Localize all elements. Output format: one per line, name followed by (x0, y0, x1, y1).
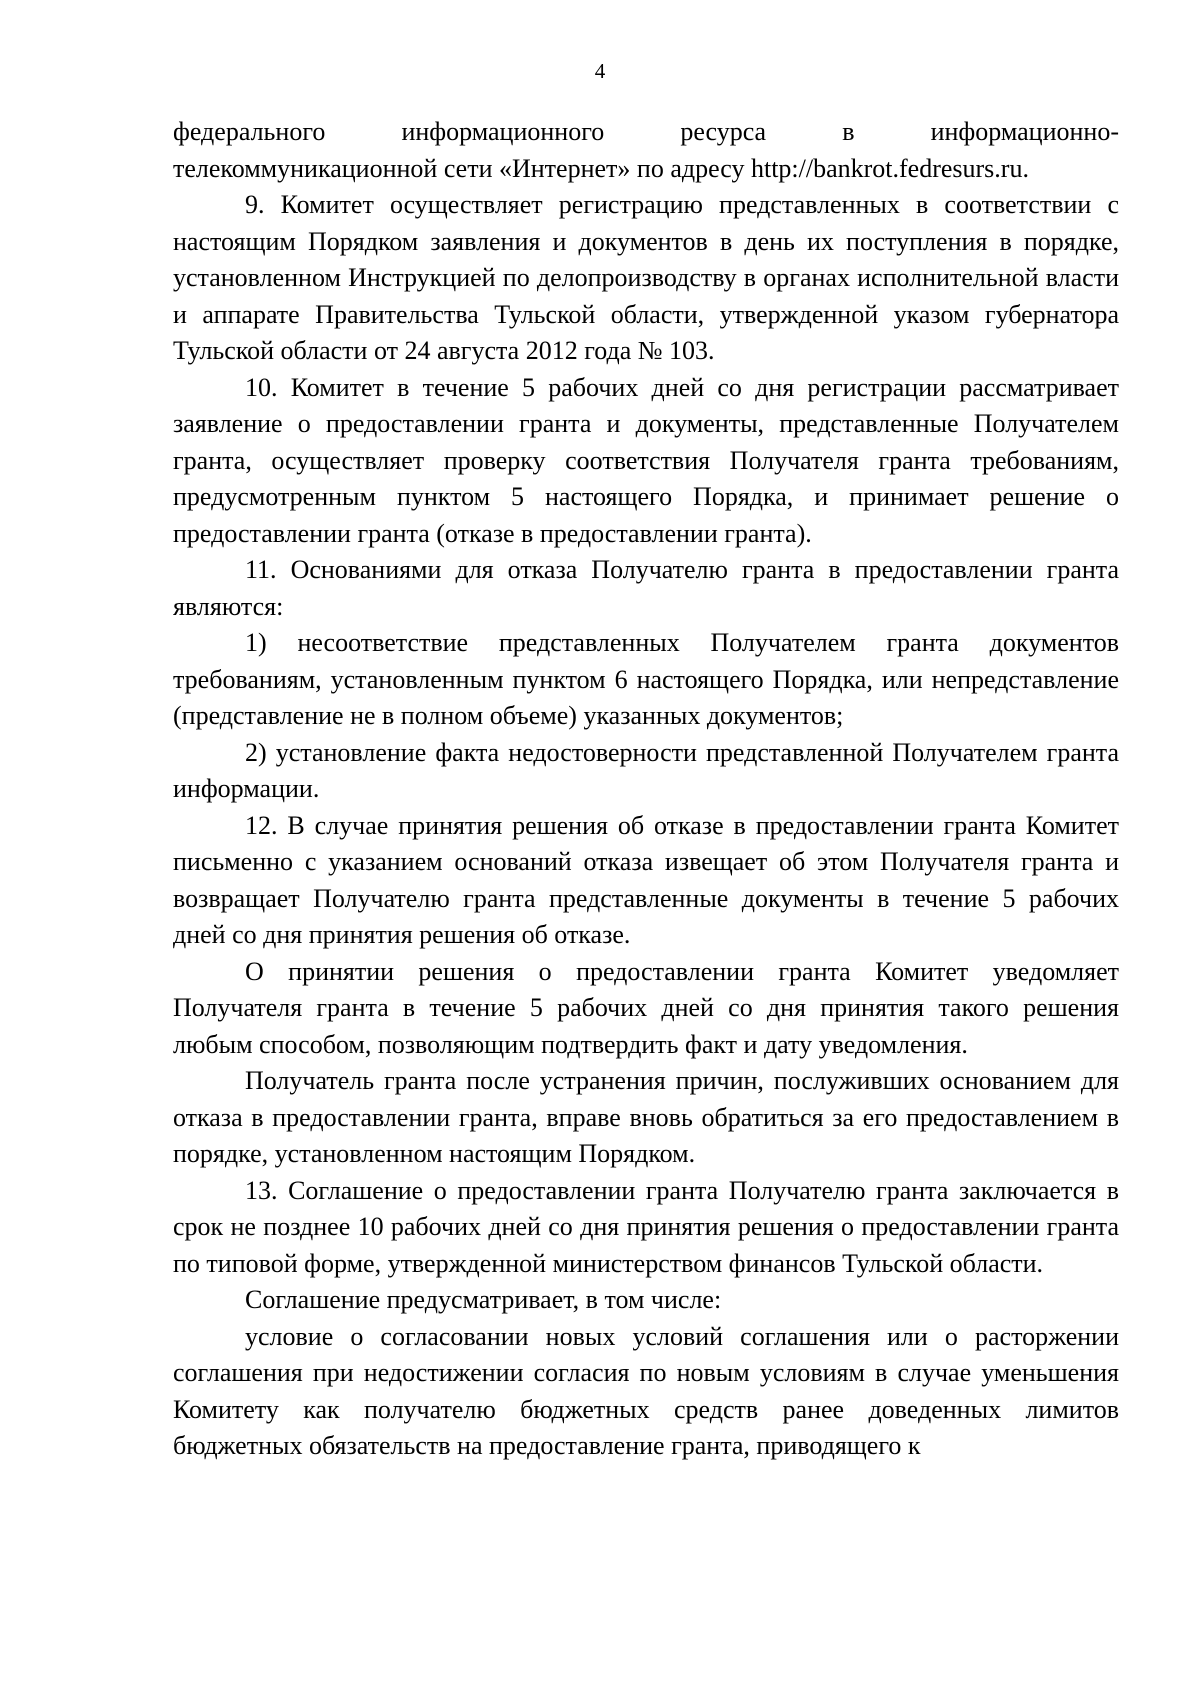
paragraph-11-item-1: 1) несоответствие представленных Получателем гранта документов требованиям, установленным пунктом 6 настоящего Порядка, или непредставление (представление не в полном объеме) указанных документов; (173, 628, 1119, 730)
paragraph-continuation-text: телекоммуникационной сети «Интернет» по адресу http://bankrot.fedresurs.ru. (173, 153, 1029, 183)
paragraph-12: 12. В случае принятия решения об отказе в предоставлении гранта Комитет письменно с указанием оснований отказа извещает об этом Получателя гранта и возвращает Получателю гранта представленные документы в течение 5 рабочих дней со дня принятия решения об отказе. (173, 810, 1119, 949)
paragraph-13-agreement-includes: Соглашение предусматривает, в том числе: (245, 1285, 722, 1314)
paragraph-continuation (173, 114, 1119, 187)
paragraph-12-notification: О принятии решения о предоставлении гранта Комитет уведомляет Получателя гранта в течение 5 рабочих дней со дня принятия такого решения любым способом, позволяющим подтвердить факт и дату уведомления. (173, 956, 1119, 1059)
paragraph-continuation-first-line: федерального информационного ресурса в информационно- (173, 117, 1119, 146)
paragraph-11: 11. Основаниями для отказа Получателю гранта в предоставлении гранта являются: (173, 555, 1119, 621)
paragraph-9: 9. Комитет осуществляет регистрацию представленных в соответствии с настоящим Порядком заявления и документов в день их поступления в порядке, установленном Инструкцией по делопроизводству в органах исполнительной власти и аппарате Правительства Тульской области, утвержденной указом губернатора Тульской области от 24 августа 2012 года № 103. (173, 190, 1119, 365)
paragraph-13-condition: условие о согласовании новых условий соглашения или о расторжении соглашения при недостижении согласия по новым условиям в случае уменьшения Комитету как получателю бюджетных средств ранее доведенных лимитов бюджетных обязательств на предоставление гранта, приводящего к (173, 1321, 1119, 1460)
paragraph-11-item-2: 2) установление факта недостоверности представленной Получателем гранта информации. (173, 737, 1119, 803)
paragraph-13: 13. Соглашение о предоставлении гранта Получателю гранта заключается в срок не позднее 10 рабочих дней со дня принятия решения о предоставлении гранта по типовой форме, утвержденной министерством финансов Тульской области. (173, 1175, 1119, 1278)
page-number: 4 (594, 59, 606, 83)
paragraph-12-reapply: Получатель гранта после устранения причин, послуживших основанием для отказа в предоставлении гранта, вправе вновь обратиться за его предоставлением в порядке, установленном настоящим Порядком. (173, 1066, 1119, 1168)
paragraph-10: 10. Комитет в течение 5 рабочих дней со дня регистрации рассматривает заявление о предоставлении гранта и документы, представленные Получателем гранта, осуществляет проверку соответствия Получателя гранта требованиям, предусмотренным пунктом 5 настоящего Порядка, и принимает решение о предоставлении гранта (отказе в предоставлении гранта). (173, 372, 1119, 548)
document-body (173, 114, 1119, 1465)
